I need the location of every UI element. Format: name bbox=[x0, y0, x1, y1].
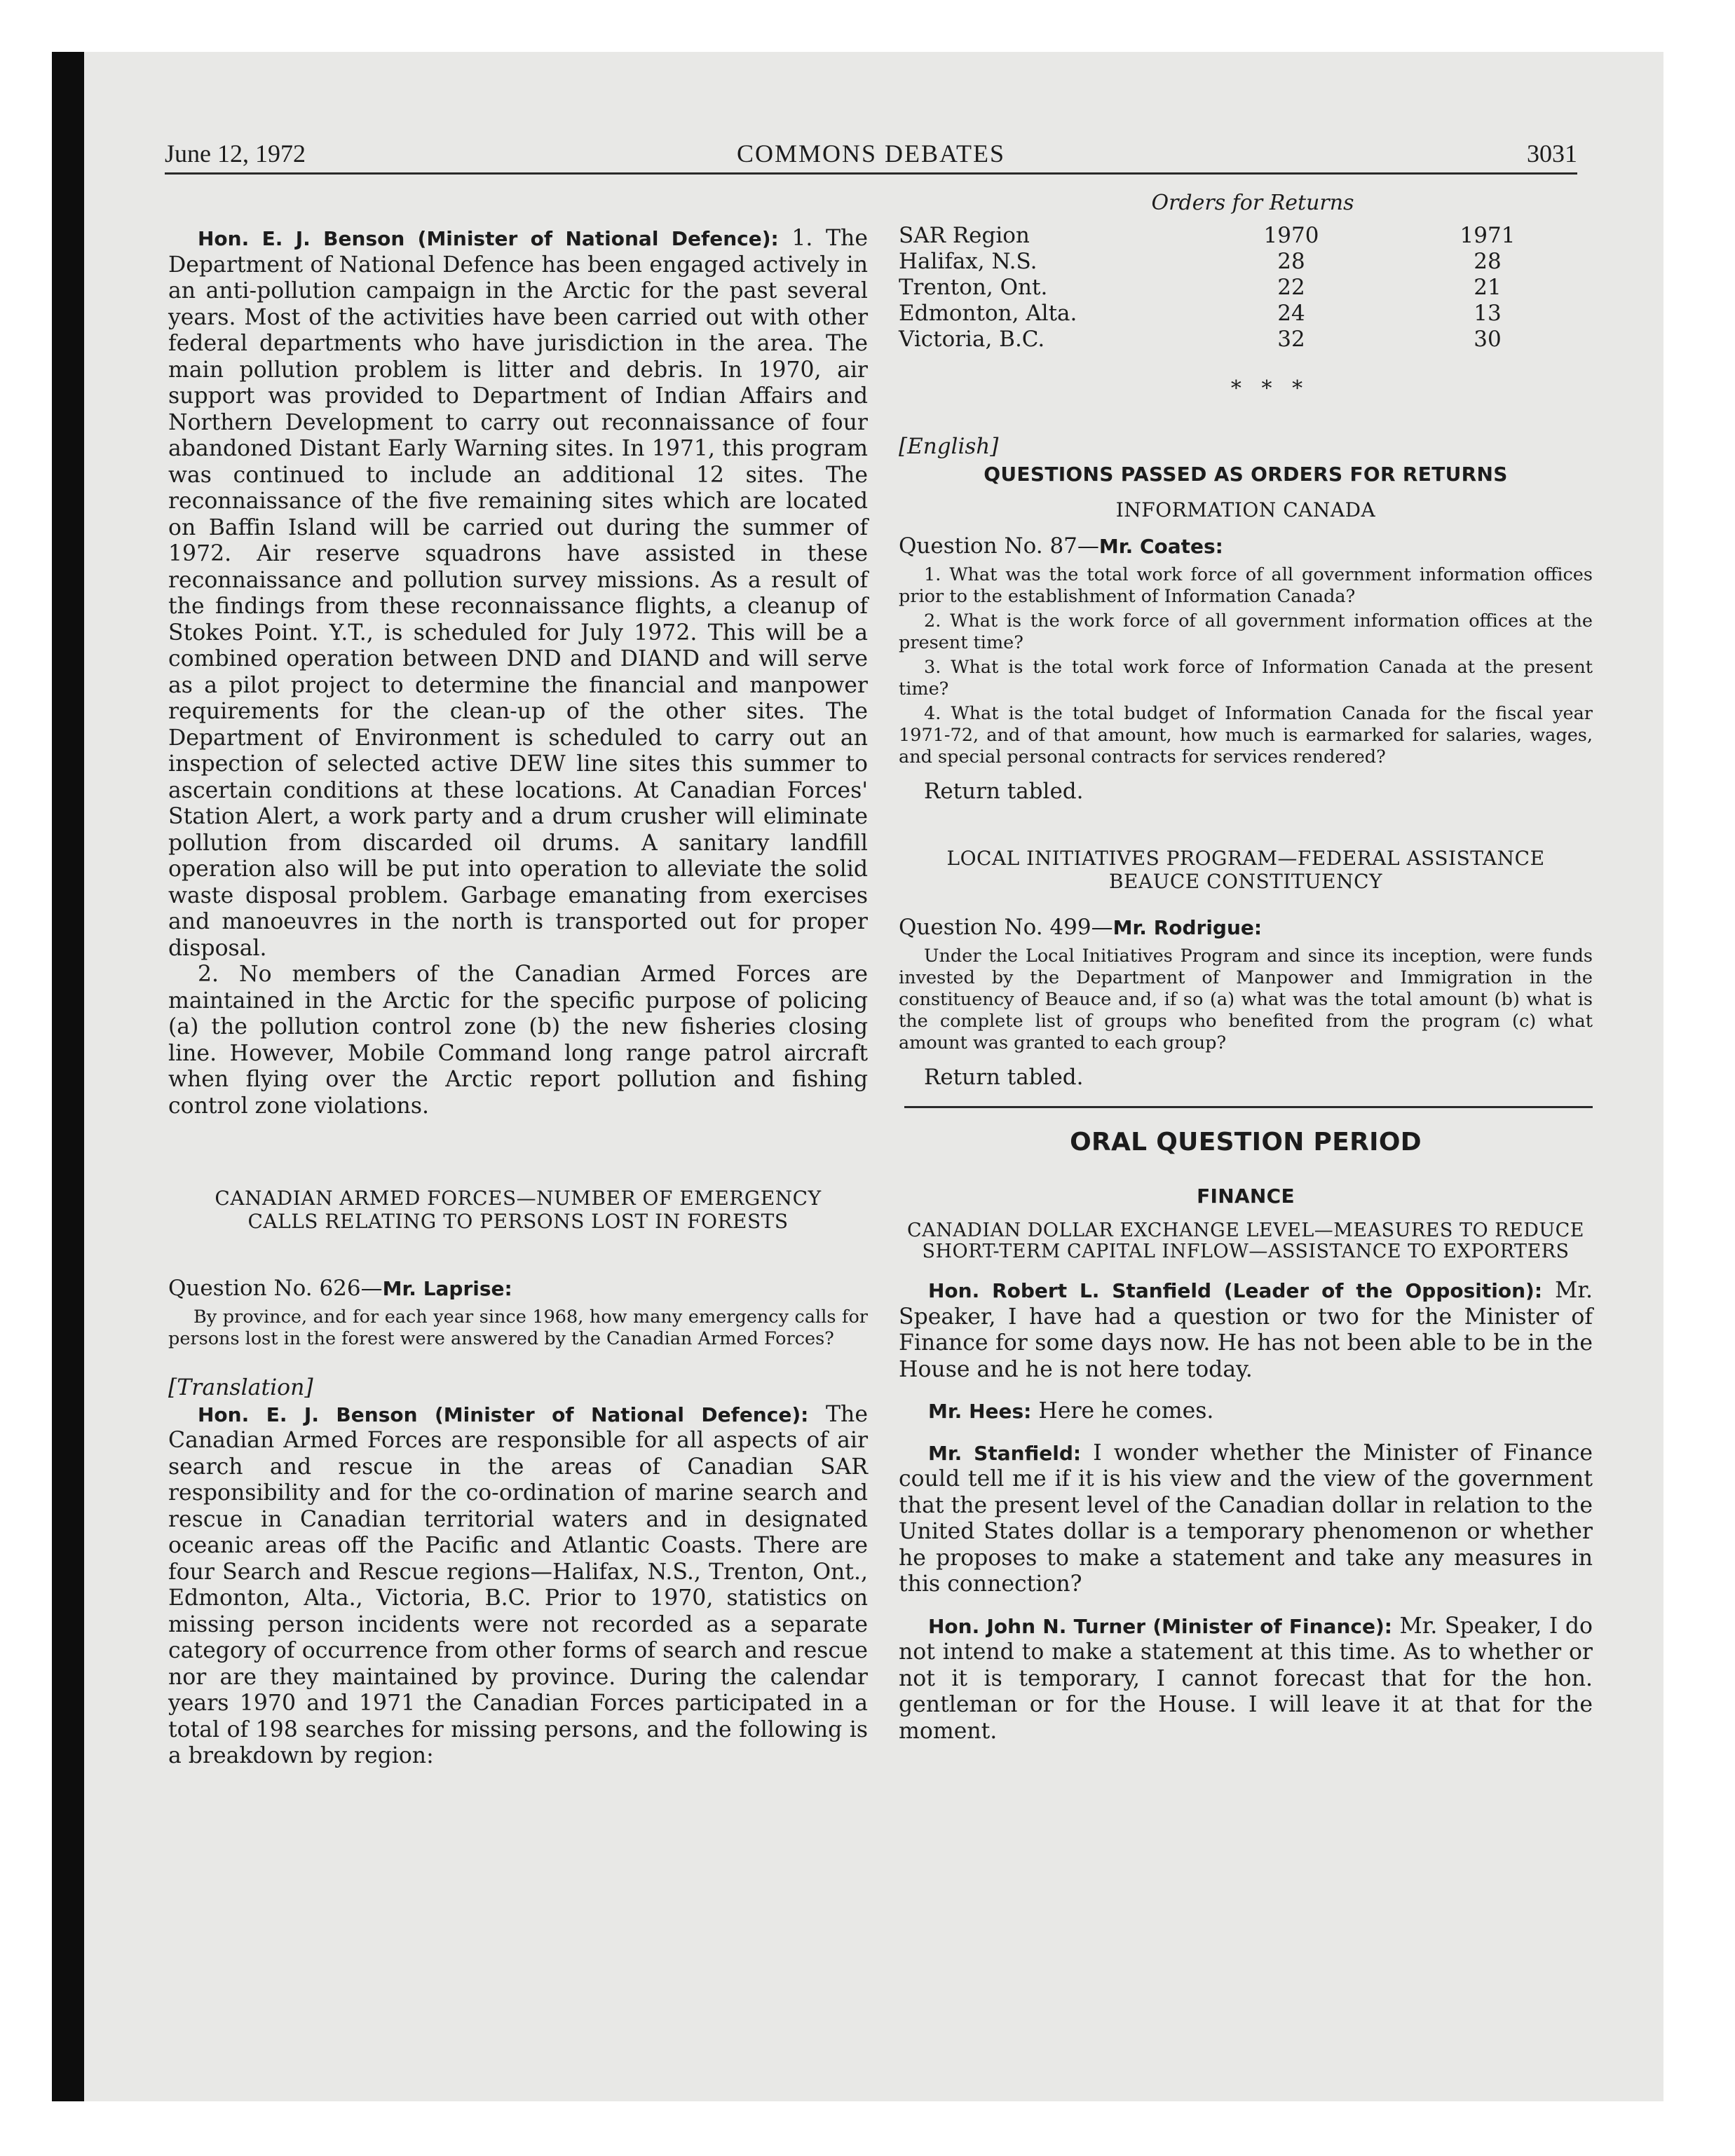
question-626-text-block bbox=[168, 1306, 868, 1350]
question-626-text: By province, and for each year since 1968, how many emergency calls for persons lost in the forest were answered by the Canadian Armed Forces? bbox=[168, 1306, 868, 1349]
header-date: June 12, 1972 bbox=[165, 139, 306, 168]
table-row bbox=[899, 275, 1586, 301]
table-cell: 13 bbox=[1474, 301, 1502, 326]
question-499-text-block bbox=[899, 946, 1593, 1054]
header-page-number: 3031 bbox=[1527, 139, 1577, 168]
return-tabled: Return tabled. bbox=[924, 1065, 1084, 1090]
speech-text: Mr. Speaker, I do not intend to make a statement at this time. As to whether or not it is temporary, I cannot forecast that for the hon. gentleman or for the House. I will leave it at that for the moment. bbox=[899, 1613, 1593, 1744]
table-cell: Halifax, N.S. bbox=[899, 249, 1037, 274]
list-item: 1. What was the total work force of all government information offices prior to the establishment of Information Canada? bbox=[899, 564, 1593, 607]
table-cell: 21 bbox=[1474, 275, 1502, 300]
dollar-exchange-heading: CANADIAN DOLLAR EXCHANGE LEVEL—MEASURES TO REDUCE SHORT-TERM CAPITAL INFLOW—ASSISTANCE TO EXPORTERS bbox=[906, 1220, 1585, 1262]
running-head: Orders for Returns bbox=[1151, 191, 1354, 215]
table-cell: Victoria, B.C. bbox=[899, 327, 1045, 352]
list-item: 2. What is the work force of all government information offices at the present time? bbox=[899, 610, 1593, 653]
turner-answer bbox=[899, 1613, 1593, 1745]
section-heading-emergency-calls: CANADIAN ARMED FORCES—NUMBER OF EMERGENCY CALLS RELATING TO PERSONS LOST IN FORESTS bbox=[215, 1187, 822, 1233]
table-header-row bbox=[899, 223, 1586, 249]
hees-interjection bbox=[899, 1398, 1593, 1425]
local-initiatives-heading: LOCAL INITIATIVES PROGRAM—FEDERAL ASSISTANCE BEAUCE CONSTITUENCY bbox=[946, 847, 1545, 893]
header-journal-title: COMMONS DEBATES bbox=[736, 139, 1006, 168]
speech-text: Here he comes. bbox=[1031, 1398, 1214, 1424]
return-tabled: Return tabled. bbox=[924, 779, 1084, 804]
speaker-name: Hon. John N. Turner (Minister of Finance): bbox=[928, 1614, 1392, 1638]
table-header-cell: SAR Region bbox=[899, 223, 1030, 248]
benson-answer-part-2: 2. No members of the Canadian Armed Forces are maintained in the Arctic for the specific purpose of policing (a) the pollution control zone (b) the new fisheries closing line. However, Mobile Command long range patrol aircraft when flying over the Arctic report pollution and fishing control zone violations. bbox=[168, 962, 868, 1119]
sar-region-table bbox=[899, 223, 1586, 353]
table-header-cell: 1971 bbox=[1460, 223, 1516, 248]
speaker-name: Mr. Stanfield: bbox=[928, 1441, 1082, 1465]
stanfield-question bbox=[899, 1440, 1593, 1598]
right-column bbox=[899, 189, 1593, 1745]
question-626 bbox=[168, 1275, 868, 1302]
question-member: Mr. Coates: bbox=[1098, 535, 1223, 558]
table-header-cell: 1970 bbox=[1263, 223, 1319, 248]
speech-text: 1. The Department of National Defence has been engaged actively in an anti-pollution campaign in the Arctic for the past several years. Most of the activities have been carried out with other federal departments who have jurisdiction in the area. The main pollution problem is litter and debris. In 1970, air support was provided to Department of Indian Affairs and Northern Development to carry out reconnaissance of four abandoned Distant Early Warning sites. In 1971, this program was continued to include an additional 12 sites. The reconnaissance of the five remaining sites which are located on Baffin Island will be carried out during the summer of 1972. Air reserve squadrons have assisted in these reconnaissance and pollution survey missions. As a result of the findings from these reconnaissance flights, a cleanup of Stokes Point. Y.T., is scheduled for July 1972. This will be a combined operation between DND and DIAND and will serve as a pilot project to determine the financial and manpower requirements for the clean-up of the other sites. The Department of Environment is scheduled to carry out an inspection of selected active DEW line sites this summer to ascertain conditions at these locations. At Canadian Forces' Station Alert, a work party and a drum crusher will eliminate pollution from discarded oil drums. A sanitary landfill operation also will be put into operation to alleviate the solid waste disposal problem. Garbage emanating from exercises and manoeuvres in the north is transported out for proper disposal. bbox=[168, 226, 868, 961]
finance-heading: FINANCE bbox=[1197, 1185, 1295, 1208]
english-tag: [English] bbox=[899, 434, 999, 459]
debate-block bbox=[899, 1278, 1593, 1745]
question-499 bbox=[899, 914, 1593, 941]
speaker-name: Hon. Robert L. Stanfield (Leader of the Opposition): bbox=[928, 1279, 1543, 1302]
translation-tag: [Translation] bbox=[168, 1375, 313, 1400]
table-row bbox=[899, 327, 1586, 353]
speech-text: Mr. Speaker, I have had a question or two for the Minister of Finance for some days now. He has not been able to be in the House and he is not here today. bbox=[899, 1278, 1593, 1382]
question-label: Question No. 87— bbox=[899, 533, 1099, 559]
speaker-name: Hon. E. J. Benson (Minister of National Defence): bbox=[198, 227, 779, 250]
section-divider bbox=[904, 1106, 1593, 1108]
binding-edge bbox=[52, 52, 84, 2101]
left-column bbox=[168, 226, 868, 1770]
table-cell: Edmonton, Alta. bbox=[899, 301, 1077, 326]
table-row bbox=[899, 249, 1586, 275]
question-87-items bbox=[899, 564, 1593, 768]
table-cell: 30 bbox=[1474, 327, 1502, 352]
stanfield-statement bbox=[899, 1278, 1593, 1383]
page-header bbox=[165, 139, 1577, 175]
table-cell: 28 bbox=[1474, 249, 1502, 274]
table-cell: Trenton, Ont. bbox=[899, 275, 1048, 300]
question-499-text: Under the Local Initiatives Program and since its inception, were funds invested by the Department of Manpower and Immigration in the constituency of Beauce and, if so (a) what was the total amount (b) what is the complete list of groups who benefited from the program (c) what amount was granted to each group? bbox=[899, 946, 1593, 1053]
information-canada-heading: INFORMATION CANADA bbox=[1115, 498, 1376, 521]
oral-question-period-heading: ORAL QUESTION PERIOD bbox=[1070, 1128, 1422, 1157]
speech-text: I wonder whether the Minister of Finance could tell me if it is his view and the view of the government that the present level of the Canadian dollar in relation to the United States dollar is a temporary phenomenon or whether he proposes to make a statement and take any measures in this connection? bbox=[899, 1440, 1593, 1597]
table-cell: 28 bbox=[1277, 249, 1305, 274]
table-cell: 24 bbox=[1277, 301, 1305, 326]
table-row bbox=[899, 301, 1586, 327]
table-cell: 22 bbox=[1277, 275, 1305, 300]
list-item: 4. What is the total budget of Information Canada for the fiscal year 1971-72, and of that amount, how much is earmarked for salaries, wages, and special personal contracts for services rendered? bbox=[899, 703, 1593, 767]
question-member: Mr. Rodrigue: bbox=[1113, 916, 1263, 939]
table-cell: 32 bbox=[1277, 327, 1305, 352]
benson-answer-arctic bbox=[168, 226, 868, 962]
section-separator-asterisks: * * * bbox=[1230, 376, 1303, 401]
questions-passed-heading: QUESTIONS PASSED AS ORDERS FOR RETURNS bbox=[984, 463, 1508, 486]
speaker-name: Hon. E. J. Benson (Minister of National Defence): bbox=[198, 1403, 809, 1426]
benson-answer-sar bbox=[168, 1402, 868, 1770]
speech-text: The Canadian Armed Forces are responsible for all aspects of air search and rescue in the areas of Canadian SAR responsibility and for the co-ordination of marine search and rescue in Canadian territorial waters and in designated oceanic areas off the Pacific and Atlantic Coasts. There are four Search and Rescue regions—Halifax, N.S., Trenton, Ont., Edmonton, Alta., Victoria, B.C. Prior to 1970, statistics on missing person incidents were not recorded as a separate category of occurrence from other forms of search and rescue nor are they maintained by province. During the calendar years 1970 and 1971 the Canadian Forces participated in a total of 198 searches for missing persons, and the following is a breakdown by region: bbox=[168, 1401, 868, 1768]
question-87 bbox=[899, 533, 1593, 560]
question-member: Mr. Laprise: bbox=[382, 1277, 512, 1300]
speaker-name: Mr. Hees: bbox=[928, 1400, 1032, 1423]
question-label: Question No. 499— bbox=[899, 915, 1113, 940]
question-label: Question No. 626— bbox=[168, 1276, 383, 1301]
list-item: 3. What is the total work force of Information Canada at the present time? bbox=[899, 657, 1593, 700]
